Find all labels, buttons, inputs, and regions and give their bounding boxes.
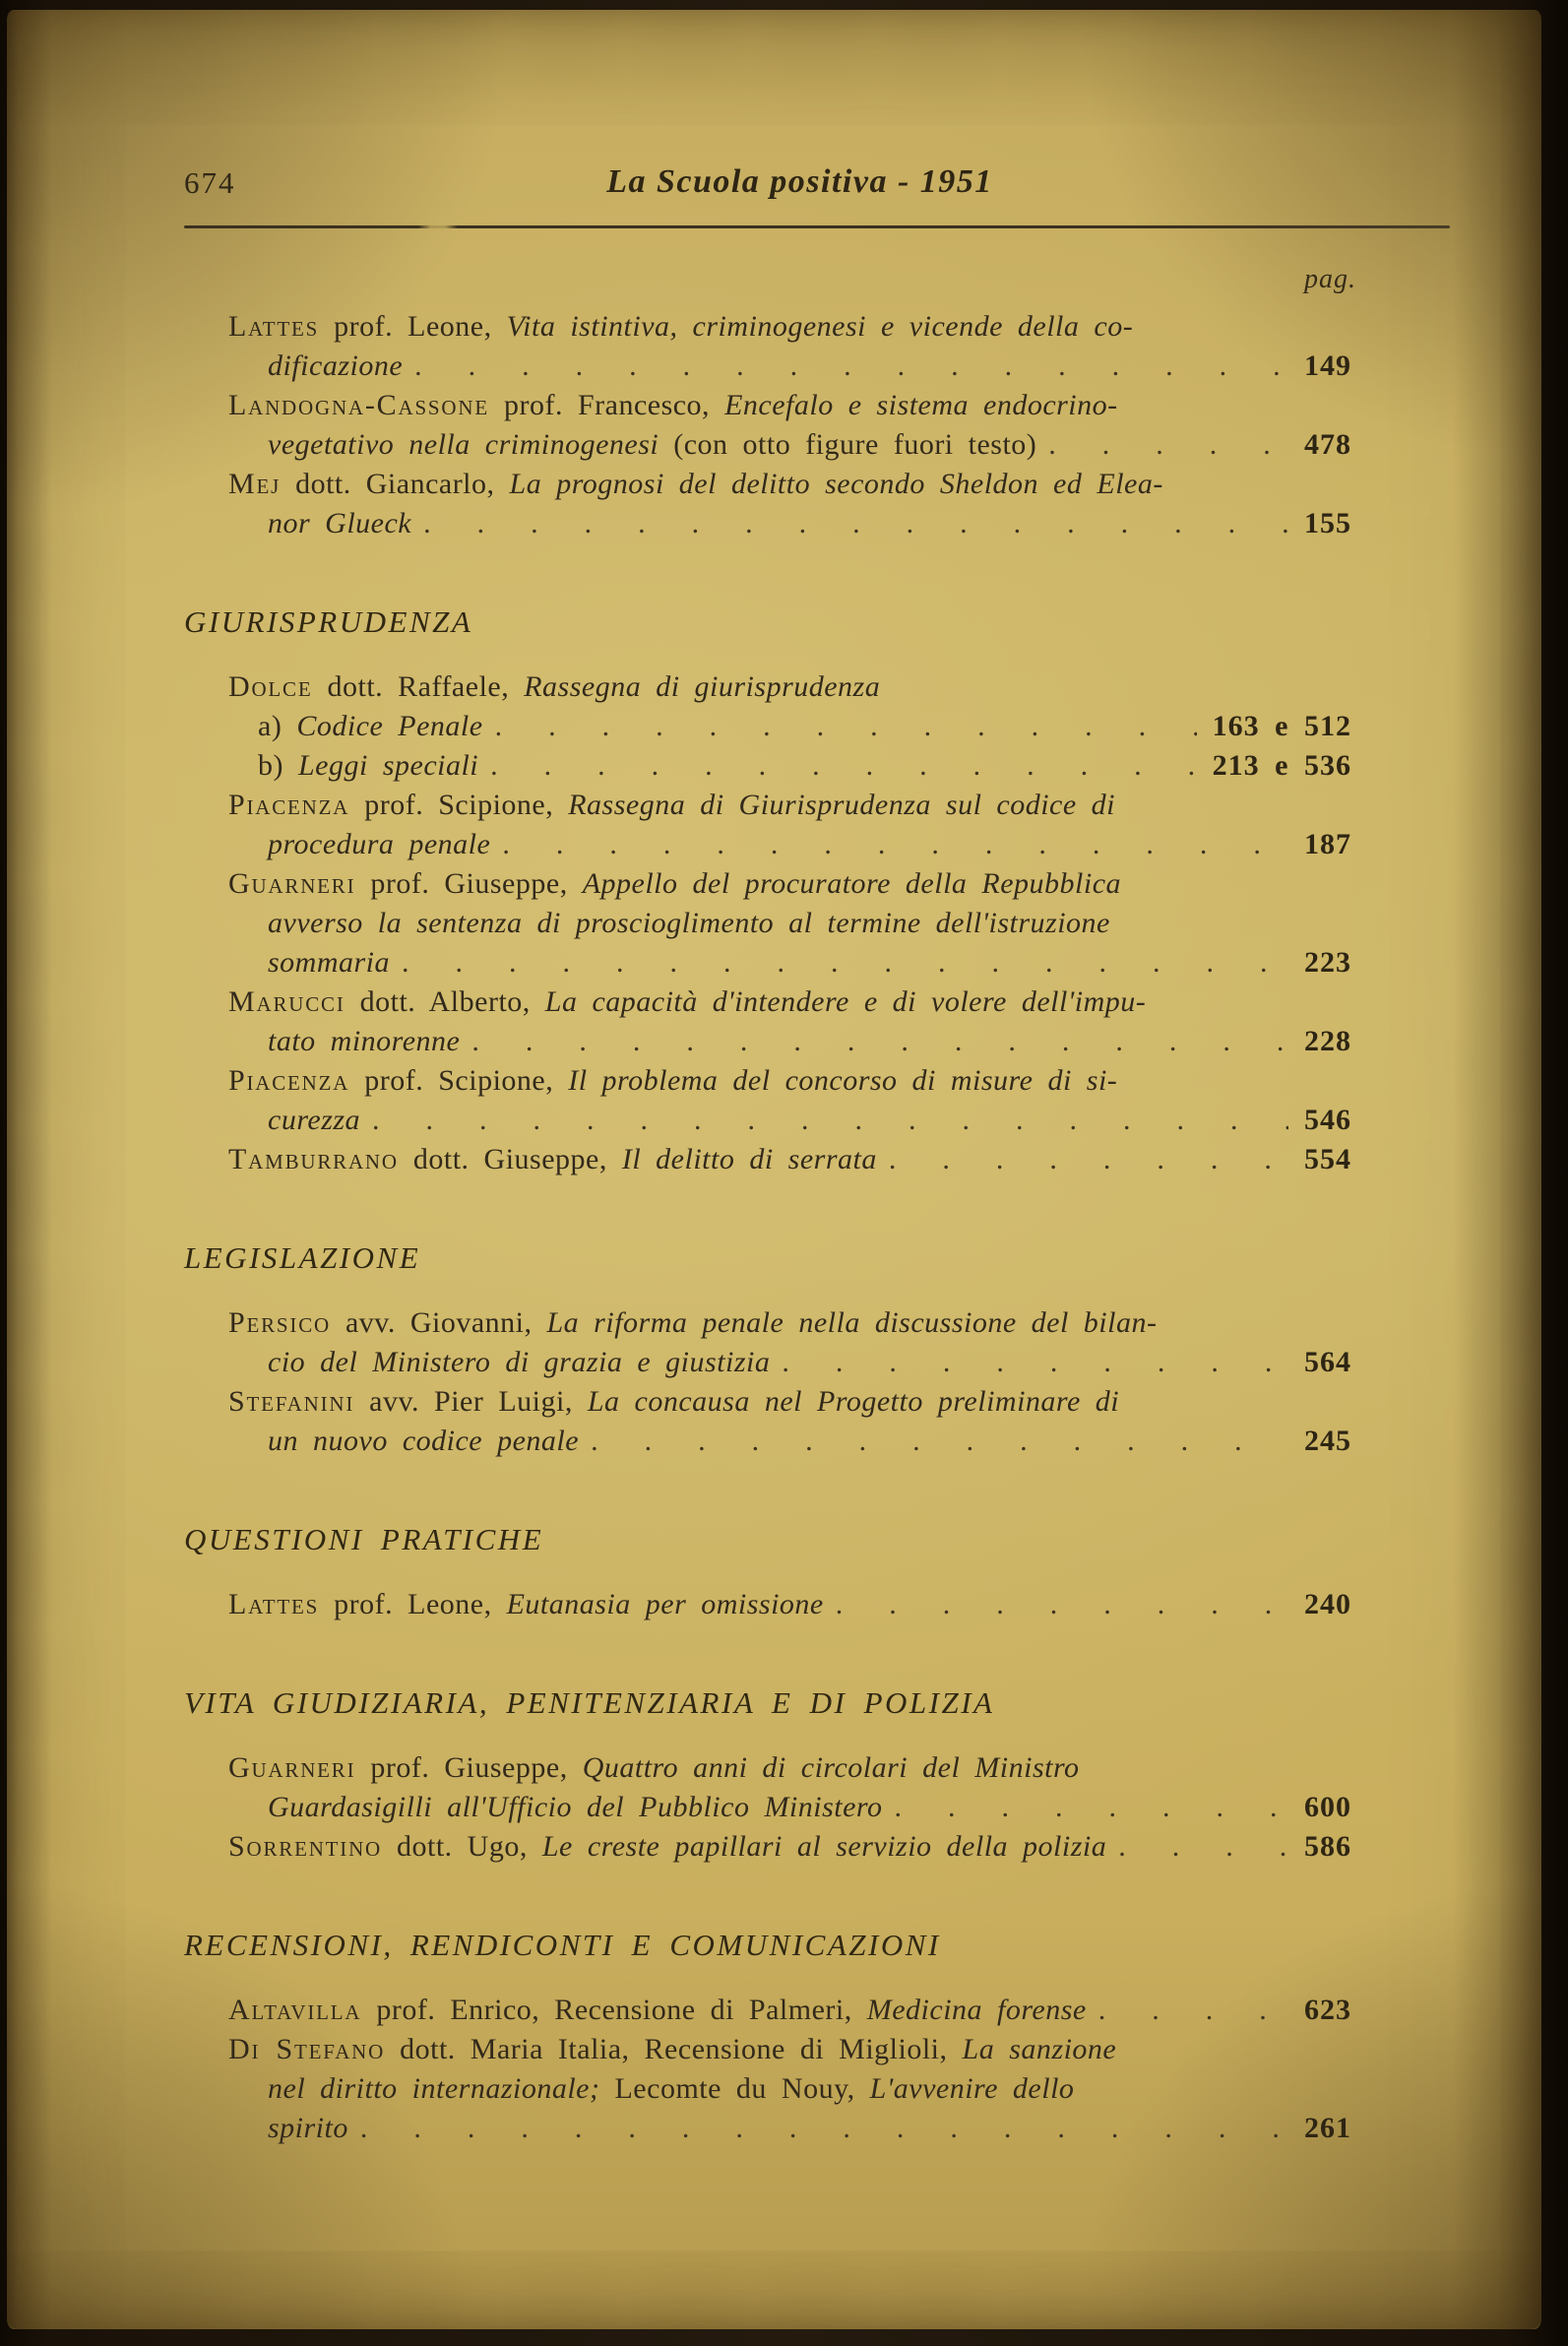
text-segment: avv. Giovanni, <box>330 1306 547 1339</box>
left-edge-shadow <box>7 10 52 2329</box>
entry-page-number <box>1304 825 1351 864</box>
text-segment: cio del Ministero di grazia e giustizia <box>268 1346 771 1378</box>
text-segment: Sorrentino <box>228 1830 383 1863</box>
text-segment: nel diritto internazionale; <box>268 2072 600 2105</box>
text-segment: Leggi speciali <box>298 749 479 782</box>
text-segment: vegetativo nella criminogenesi <box>268 428 674 461</box>
toc-entry-line <box>228 864 1351 904</box>
section-heading: LEGISLAZIONE <box>184 1240 421 1275</box>
text-segment: prof. Scipione, <box>349 1064 569 1097</box>
text-segment: 240 <box>1304 1588 1351 1620</box>
text-segment: Guarneri <box>228 867 356 900</box>
text-segment: La concausa nel Progetto preliminare di <box>587 1385 1120 1418</box>
text-segment: 564 <box>1304 1346 1351 1378</box>
text-segment: (con otto figure fuori testo) <box>673 428 1037 461</box>
toc-entry-line <box>228 1585 1351 1624</box>
text-segment: Medicina forense <box>866 1994 1087 2026</box>
text-segment: Persico <box>228 1306 331 1339</box>
dot-leader <box>1048 425 1288 465</box>
text-segment: Rassegna di giurisprudenza <box>524 670 881 703</box>
entry-text <box>228 465 1163 504</box>
text-segment: Il problema del concorso di misure di si- <box>568 1064 1118 1097</box>
text-segment: dott. Giuseppe, <box>398 1143 622 1175</box>
entry-text <box>268 2109 348 2148</box>
entry-page-number <box>1304 1788 1351 1827</box>
text-segment: dott. Giancarlo, <box>281 468 510 500</box>
toc <box>184 307 1351 2148</box>
text-segment: Appello del procuratore della Repubblica <box>582 867 1122 900</box>
text-segment: Mej <box>228 468 282 500</box>
entry-page-number <box>1304 2109 1351 2148</box>
entry-page-number <box>1304 1022 1351 1061</box>
dot-leader <box>471 1022 1288 1061</box>
dot-leader <box>591 1422 1288 1461</box>
entry-text <box>228 1748 1080 1788</box>
entry-text <box>268 347 403 386</box>
toc-entry-line <box>228 943 1351 983</box>
text-segment: avv. Pier Luigi, <box>354 1385 588 1418</box>
toc-entry-line <box>228 1101 1351 1140</box>
toc-entry-line <box>228 1061 1351 1101</box>
text-segment: b) <box>258 749 298 782</box>
text-segment: Lecomte du Nouy, <box>599 2072 870 2105</box>
text-segment: sommaria <box>268 946 391 979</box>
text-segment: Rassegna di Giurisprudenza sul codice di <box>568 789 1116 821</box>
text-segment: Encefalo e sistema endocrino- <box>724 389 1118 421</box>
toc-entry-line <box>228 1303 1351 1343</box>
entry-text <box>268 425 1036 465</box>
entry-text <box>228 386 1118 425</box>
entry-page-number <box>1213 707 1351 746</box>
entry-text <box>228 1827 1106 1867</box>
text-segment: 213 <box>1212 749 1260 782</box>
entry-text <box>228 1585 824 1624</box>
entry-text <box>228 983 1146 1022</box>
entry-text <box>268 1788 883 1827</box>
dot-leader <box>895 1788 1289 1827</box>
section-heading: VITA GIUDIZIARIA, PENITENZIARIA E DI POLIZIA <box>184 1685 995 1720</box>
dot-leader <box>372 1101 1288 1140</box>
text-segment: un nuovo codice penale <box>268 1425 580 1457</box>
text-segment: L'avvenire dello <box>869 2072 1075 2105</box>
entry-text <box>268 904 1110 943</box>
text-segment: Le creste papillari al servizio della polizia <box>541 1830 1107 1863</box>
dot-leader <box>502 825 1288 864</box>
text-segment: dott. Maria Italia, Recensione di Miglioli, <box>385 2033 963 2065</box>
journal-title: La Scuola positiva - 1951 <box>606 163 993 200</box>
dot-leader <box>1098 1991 1288 2030</box>
toc-entry-line <box>228 1382 1351 1422</box>
dot-leader <box>889 1140 1288 1179</box>
text-segment: 546 <box>1304 1104 1351 1136</box>
text-segment: 512 <box>1304 710 1351 742</box>
toc-entry-line <box>228 1991 1351 2030</box>
dot-leader <box>1118 1827 1288 1867</box>
entry-page-number <box>1304 1991 1351 2030</box>
section-heading: RECENSIONI, RENDICONTI E COMUNICAZIONI <box>184 1928 941 1962</box>
entry-text <box>228 1382 1119 1422</box>
toc-entry-line <box>228 504 1351 543</box>
text-segment: 554 <box>1304 1143 1351 1175</box>
text-segment: Lattes <box>228 310 320 343</box>
entry-text <box>268 1022 460 1061</box>
toc-entry-line <box>228 825 1351 864</box>
text-segment: 478 <box>1304 428 1351 461</box>
entry-text <box>228 1303 1157 1343</box>
entry-text <box>228 307 1133 347</box>
toc-entry-line <box>228 1748 1351 1788</box>
text-segment: prof. Enrico, Recensione di Palmeri, <box>361 1994 867 2026</box>
text-segment: Guarneri <box>228 1751 356 1784</box>
toc-entry-line <box>228 983 1351 1022</box>
toc-entry-line <box>228 667 1351 707</box>
text-segment: 187 <box>1304 828 1351 860</box>
text-segment: Dolce <box>228 670 313 703</box>
dot-leader <box>782 1343 1288 1382</box>
entry-text <box>268 1422 579 1461</box>
text-segment: Codice Penale <box>296 710 483 742</box>
text-segment: avverso la sentenza di proscioglimento al termine dell'istruzione <box>268 907 1110 939</box>
toc-entry-line <box>228 1343 1351 1382</box>
text-segment: Tamburrano <box>228 1143 399 1175</box>
text-segment: La sanzione <box>962 2033 1117 2065</box>
text-segment: 623 <box>1304 1994 1351 2026</box>
text-segment: Landogna-Cassone <box>228 389 489 421</box>
text-segment: 261 <box>1304 2112 1351 2144</box>
toc-entry-line <box>228 746 1351 786</box>
text-segment: 163 <box>1212 710 1260 742</box>
text-segment: Guardasigilli all'Ufficio del Pubblico Ministero <box>268 1791 883 1823</box>
page-curve-shadow <box>1453 10 1541 2329</box>
entry-page-number <box>1304 943 1351 983</box>
dot-leader <box>402 943 1288 983</box>
toc-entry-line <box>228 707 1351 746</box>
text-segment: Il delitto di serrata <box>621 1143 877 1175</box>
text-segment: Stefanini <box>228 1385 355 1418</box>
toc-entry-line <box>228 425 1351 465</box>
toc-entry-line <box>228 307 1351 347</box>
entry-page-number <box>1213 746 1351 786</box>
text-segment: Piacenza <box>228 1064 350 1097</box>
text-segment: prof. Leone, <box>319 1588 507 1620</box>
text-segment: Quattro anni di circolari del Ministro <box>582 1751 1080 1784</box>
folio-page-number: 674 <box>184 165 236 200</box>
text-segment: dott. Ugo, <box>382 1830 542 1863</box>
text-segment: 586 <box>1304 1830 1351 1863</box>
entry-page-number <box>1304 425 1351 465</box>
text-segment: Lattes <box>228 1588 320 1620</box>
text-segment: spirito <box>268 2112 348 2144</box>
text-segment: tato minorenne <box>268 1025 461 1057</box>
text-segment: dott. Alberto, <box>345 985 545 1018</box>
text-segment: prof. Francesco, <box>488 389 725 421</box>
text-segment: 245 <box>1304 1425 1351 1457</box>
text-segment: Piacenza <box>228 789 350 821</box>
text-segment: Vita istintiva, criminogenesi e vicende della co- <box>506 310 1134 343</box>
toc-entry-line <box>228 386 1351 425</box>
text-segment: prof. Leone, <box>319 310 507 343</box>
toc-entry-line <box>228 2069 1351 2109</box>
toc-entry-line <box>228 1422 1351 1461</box>
toc-entry-line <box>228 1140 1351 1179</box>
toc-entry-line <box>228 347 1351 386</box>
entry-text <box>228 2030 1116 2069</box>
entry-text <box>228 667 880 707</box>
text-segment: Altavilla <box>228 1994 362 2026</box>
text-segment: 155 <box>1304 507 1351 539</box>
toc-entry-line <box>228 1827 1351 1867</box>
entry-text <box>258 746 478 786</box>
text-segment: La capacità d'intendere e di volere dell'impu- <box>544 985 1147 1018</box>
entry-page-number <box>1304 1827 1351 1867</box>
text-segment: curezza <box>268 1104 361 1136</box>
dot-leader <box>490 746 1197 786</box>
entry-page-number <box>1304 347 1351 386</box>
text-segment: dificazione <box>268 349 404 382</box>
entry-page-number <box>1304 1101 1351 1140</box>
text-segment: Marucci <box>228 985 345 1018</box>
text-segment: 149 <box>1304 349 1351 382</box>
dot-leader <box>360 2109 1288 2148</box>
dot-leader <box>423 504 1288 543</box>
toc-entry-line <box>228 1788 1351 1827</box>
entry-page-number <box>1304 1422 1351 1461</box>
toc-entry-line <box>228 1022 1351 1061</box>
entry-text <box>228 864 1121 904</box>
dot-leader <box>836 1585 1288 1624</box>
entry-page-number <box>1304 1140 1351 1179</box>
toc-entry-line <box>228 904 1351 943</box>
toc-entry-line <box>228 465 1351 504</box>
entry-text <box>268 943 390 983</box>
text-segment: Eutanasia per omissione <box>506 1588 824 1620</box>
toc-entry-line <box>228 786 1351 825</box>
dot-leader <box>495 707 1197 746</box>
text-segment: prof. Scipione, <box>349 789 569 821</box>
entry-page-number <box>1304 1343 1351 1382</box>
text-segment: e <box>1259 749 1304 782</box>
entry-text <box>228 1140 877 1179</box>
text-segment: 600 <box>1304 1791 1351 1823</box>
text-segment: dott. Raffaele, <box>312 670 525 703</box>
page-scan <box>7 10 1541 2329</box>
header-rule <box>184 225 1450 228</box>
page-column-label: pag. <box>1304 264 1356 294</box>
text-segment: prof. Giuseppe, <box>355 867 583 900</box>
entry-text <box>228 1991 1087 2030</box>
text-segment: procedura penale <box>268 828 491 860</box>
text-segment: a) <box>258 710 297 742</box>
section-heading: GIURISPRUDENZA <box>184 604 473 639</box>
text-segment: La riforma penale nella discussione del bilan- <box>546 1306 1158 1339</box>
section-heading: QUESTIONI PRATICHE <box>184 1522 544 1556</box>
entry-text <box>228 786 1115 825</box>
entry-text <box>228 1061 1117 1101</box>
text-segment: 223 <box>1304 946 1351 979</box>
dot-leader <box>414 347 1288 386</box>
entry-text <box>258 707 483 746</box>
toc-entry-line <box>228 2109 1351 2148</box>
entry-text <box>268 1101 360 1140</box>
toc-entry-line <box>228 2030 1351 2069</box>
text-segment: 228 <box>1304 1025 1351 1057</box>
text-segment: prof. Giuseppe, <box>355 1751 583 1784</box>
entry-text <box>268 504 411 543</box>
text-segment: nor Glueck <box>268 507 412 539</box>
entry-text <box>268 2069 1074 2109</box>
text-segment: Di Stefano <box>228 2033 386 2065</box>
text-segment: 536 <box>1304 749 1351 782</box>
entry-page-number <box>1304 1585 1351 1624</box>
text-segment: La prognosi del delitto secondo Sheldon ed Elea- <box>509 468 1163 500</box>
entry-page-number <box>1304 504 1351 543</box>
entry-text <box>268 825 490 864</box>
text-segment: e <box>1259 710 1304 742</box>
entry-text <box>268 1343 770 1382</box>
